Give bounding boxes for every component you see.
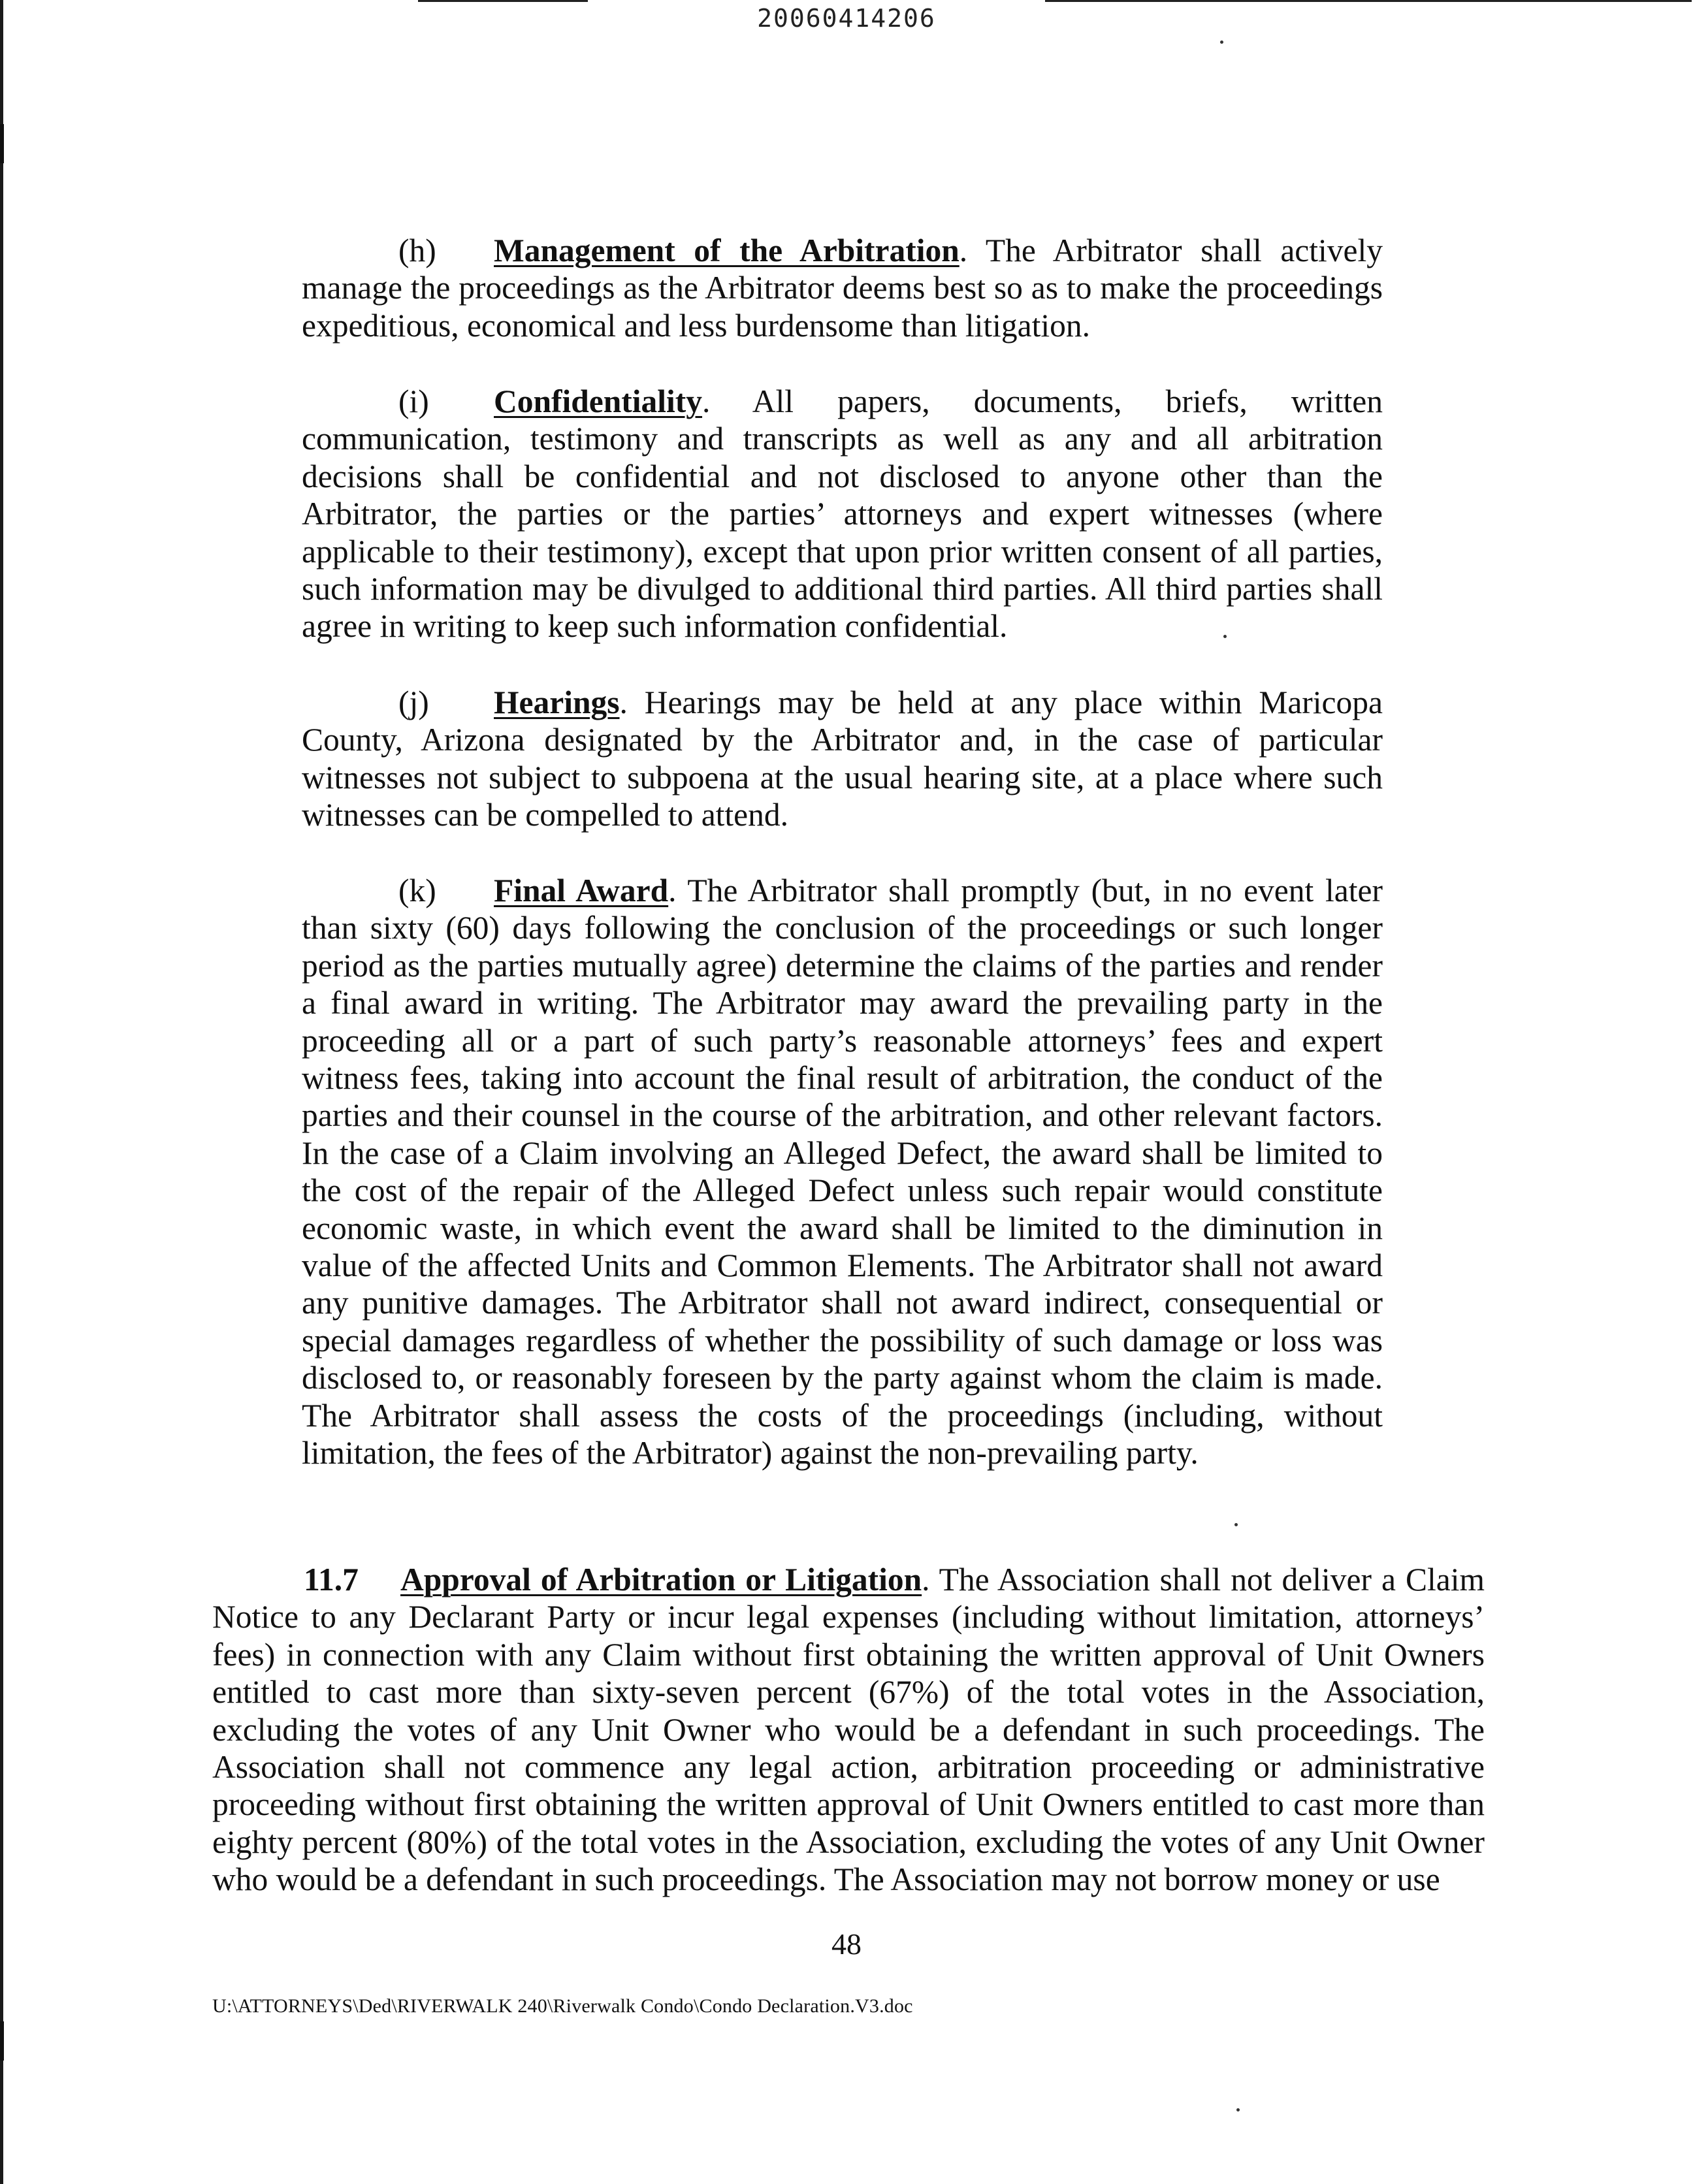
scan-left-edge [0,0,3,2184]
scan-top-line [1045,0,1692,2]
scan-edge-mark [0,2021,4,2061]
section-body: . The Association shall not deliver a Claim Notice to any Declarant Party or incur legal expenses (including without limitation, attorneys’ fees) in connection with any Claim without first obtaining the written approval of Unit Owners entitled to cast more than sixty-seven percent (67%) of the total votes in the Association, excluding the votes of any Unit Owner who would be a defendant in such proceedings. The Association shall not commence any legal action, arbitration proceeding or administrative proceeding without first obtaining the written approval of Unit Owners entitled to cast more than eighty percent (80%) of the total votes in the Association, excluding the votes of any Unit Owner who would be a defendant in such proceedings. The Association may not borrow money or use [212,1562,1485,1898]
file-path-footer: U:\ATTORNEYS\Ded\RIVERWALK 240\Riverwalk Condo\Condo Declaration.V3.doc [212,1995,913,2017]
subsection-confidentiality [302,383,1383,645]
scan-speck [1234,1523,1238,1526]
subsection-label: (k) [398,873,436,908]
subsection-hearings [302,684,1383,834]
subsection-body: . The Arbitrator shall actively manage the proceedings as the Arbitrator deems best so as to make the proceedings expeditious, economical and less burdensome than litigation. [302,233,1383,344]
subsection-management [302,232,1383,344]
scan-edge-mark [0,124,4,163]
subsection-label: (i) [398,383,429,419]
section-approval [212,1561,1485,1899]
subsection-body: . The Arbitrator shall promptly (but, in no event later than sixty (60) days following the conclusion of the proceedings or such longer period as the parties mutually agree) determine the claims of the parties and render a final award in writing. The Arbitrator may award the prevailing party in the proceeding all or a part of such party’s reasonable attorneys’ fees and expert witness fees, taking into account the final result of arbitration, the conduct of the parties and their counsel in the course of the arbitration, and other relevant factors. In the case of a Claim involving an Alleged Defect, the award shall be limited to the cost of the repair of the Alleged Defect unless such repair would constitute economic waste, in which event the award shall be limited to the diminution in value of the affected Units and Common Elements. The Arbitrator shall not award any punitive damages. The Arbitrator shall not award indirect, consequential or special damages regardless of whether the possibility of such damage or loss was disclosed to, or reasonably foreseen by the party against whom the claim is made. The Arbitrator shall assess the costs of the proceedings (including, without limitation, the fees of the Arbitrator) against the non-prevailing party. [302,873,1383,1471]
scan-speck [1236,2108,1240,2112]
subsection-heading: Hearings [494,684,620,720]
subsection-heading: Confidentiality [494,383,703,419]
section-heading: Approval of Arbitration or Litigation [400,1562,922,1598]
subsection-heading: Final Award [494,873,669,908]
page-number: 48 [831,1927,862,1961]
subsection-body: . All papers, documents, briefs, written communication, testimony and transcripts as well as any and all arbitration decisions shall be confidential and not disclosed to anyone other than the Arbitrator, the parties or the parties’ attorneys and expert witnesses (where applicable to their testimony), except that upon prior written consent of all parties, such information may be divulged to additional third parties. All third parties shall agree in writing to keep such information confidential. [302,383,1383,645]
subsection-heading: Management of the Arbitration [494,233,959,268]
document-number: 20060414206 [757,4,936,33]
subsection-label: (h) [398,233,436,268]
scan-speck [1220,40,1223,44]
scan-top-line [418,0,588,2]
subsection-label: (j) [398,684,429,720]
section-number: 11.7 [304,1562,359,1598]
subsection-final-award [302,872,1383,1472]
subsection-body: . Hearings may be held at any place within Maricopa County, Arizona designated by the Arbitrator and, in the case of particular witnesses not subject to subpoena at the usual hearing site, at a place where such witnesses can be compelled to attend. [302,684,1383,833]
